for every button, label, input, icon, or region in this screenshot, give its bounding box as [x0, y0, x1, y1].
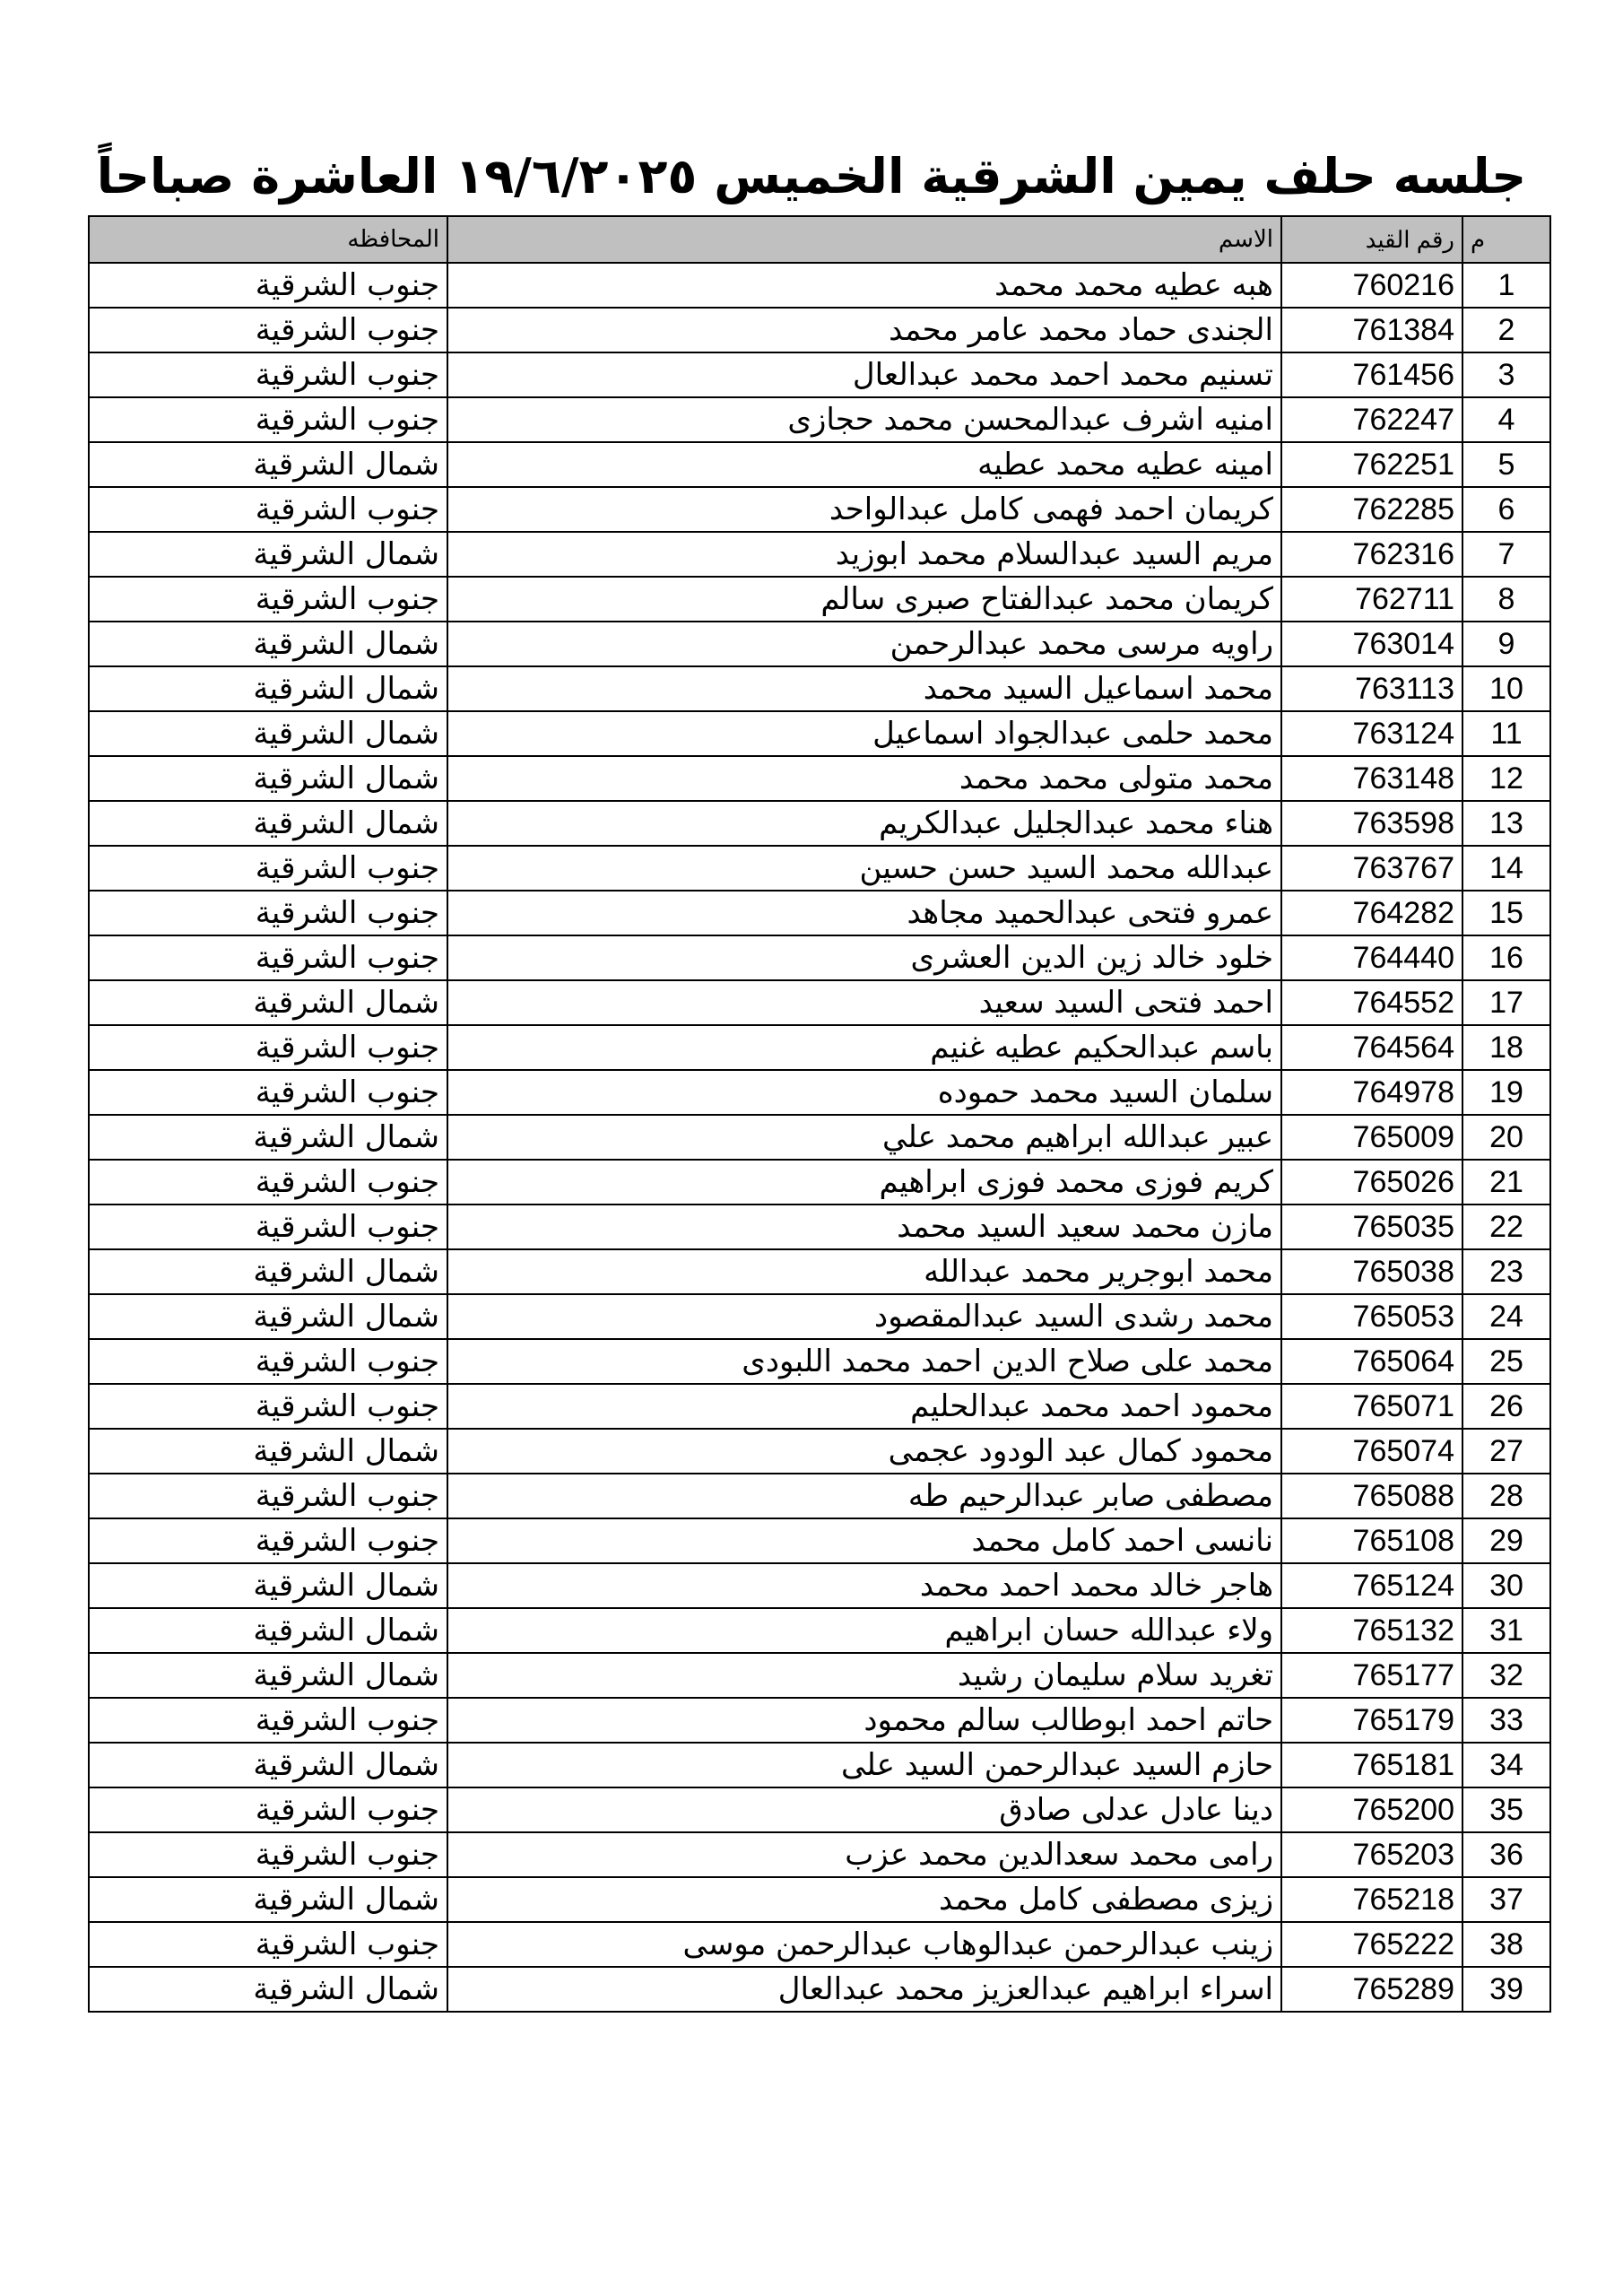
person-name: تسنيم محمد احمد محمد عبدالعال — [447, 352, 1281, 397]
registration-number: 764282 — [1281, 891, 1462, 935]
row-number: 31 — [1462, 1608, 1550, 1653]
table-row — [89, 801, 1550, 846]
row-number: 5 — [1462, 442, 1550, 487]
governorate: جنوب الشرقية — [89, 1025, 447, 1070]
person-name: زينب عبدالرحمن عبدالوهاب عبدالرحمن موسى — [447, 1922, 1281, 1967]
row-number: 20 — [1462, 1115, 1550, 1160]
row-number: 14 — [1462, 846, 1550, 891]
person-name: هاجر خالد محمد احمد محمد — [447, 1563, 1281, 1608]
table-row — [89, 1474, 1550, 1518]
person-name: الجندى حماد محمد عامر محمد — [447, 308, 1281, 352]
table-row — [89, 1205, 1550, 1249]
table-row — [89, 442, 1550, 487]
row-number: 27 — [1462, 1429, 1550, 1474]
registration-number: 763014 — [1281, 622, 1462, 666]
registration-number: 763124 — [1281, 711, 1462, 756]
person-name: عبير عبدالله ابراهيم محمد علي — [447, 1115, 1281, 1160]
registration-number: 762251 — [1281, 442, 1462, 487]
governorate: جنوب الشرقية — [89, 1384, 447, 1429]
governorate: شمال الشرقية — [89, 1608, 447, 1653]
person-name: امينه عطيه محمد عطيه — [447, 442, 1281, 487]
row-number: 39 — [1462, 1967, 1550, 2012]
person-name: كريمان احمد فهمى كامل عبدالواحد — [447, 487, 1281, 532]
person-name: دينا عادل عدلى صادق — [447, 1787, 1281, 1832]
governorate: شمال الشرقية — [89, 980, 447, 1025]
governorate: شمال الشرقية — [89, 1653, 447, 1698]
roster-table — [88, 215, 1551, 2013]
person-name: محمد على صلاح الدين احمد محمد اللبودى — [447, 1339, 1281, 1384]
row-number: 16 — [1462, 935, 1550, 980]
governorate: شمال الشرقية — [89, 622, 447, 666]
row-number: 3 — [1462, 352, 1550, 397]
governorate: شمال الشرقية — [89, 1877, 447, 1922]
registration-number: 763598 — [1281, 801, 1462, 846]
person-name: تغريد سلام سليمان رشيد — [447, 1653, 1281, 1698]
registration-number: 764552 — [1281, 980, 1462, 1025]
page-title: جلسه حلف يمين الشرقية الخميس ١٩/٦/٢٠٢٥ العاشرة صباحاً — [96, 148, 1527, 204]
row-number: 35 — [1462, 1787, 1550, 1832]
table-row — [89, 1967, 1550, 2012]
registration-number: 765053 — [1281, 1294, 1462, 1339]
header-registration: رقم القيد — [1281, 216, 1462, 263]
table-row — [89, 1922, 1550, 1967]
row-number: 26 — [1462, 1384, 1550, 1429]
registration-number: 763148 — [1281, 756, 1462, 801]
registration-number: 763767 — [1281, 846, 1462, 891]
table-row — [89, 577, 1550, 622]
registration-number: 762247 — [1281, 397, 1462, 442]
table-row — [89, 1563, 1550, 1608]
row-number: 30 — [1462, 1563, 1550, 1608]
table-row — [89, 756, 1550, 801]
governorate: جنوب الشرقية — [89, 846, 447, 891]
registration-number: 761456 — [1281, 352, 1462, 397]
governorate: جنوب الشرقية — [89, 577, 447, 622]
governorate: شمال الشرقية — [89, 756, 447, 801]
person-name: عمرو فتحى عبدالحميد مجاهد — [447, 891, 1281, 935]
row-number: 29 — [1462, 1518, 1550, 1563]
row-number: 32 — [1462, 1653, 1550, 1698]
table-row — [89, 263, 1550, 308]
row-number: 11 — [1462, 711, 1550, 756]
header-name: الاسم — [447, 216, 1281, 263]
person-name: محمد حلمى عبدالجواد اسماعيل — [447, 711, 1281, 756]
person-name: محمود احمد محمد عبدالحليم — [447, 1384, 1281, 1429]
table-row — [89, 980, 1550, 1025]
person-name: حاتم احمد ابوطالب سالم محمود — [447, 1698, 1281, 1743]
governorate: شمال الشرقية — [89, 1967, 447, 2012]
registration-number: 762285 — [1281, 487, 1462, 532]
row-number: 23 — [1462, 1249, 1550, 1294]
table-row — [89, 1384, 1550, 1429]
registration-number: 765026 — [1281, 1160, 1462, 1205]
table-header-row — [89, 216, 1550, 263]
registration-number: 765132 — [1281, 1608, 1462, 1653]
row-number: 24 — [1462, 1294, 1550, 1339]
row-number: 7 — [1462, 532, 1550, 577]
row-number: 12 — [1462, 756, 1550, 801]
registration-number: 765035 — [1281, 1205, 1462, 1249]
governorate: جنوب الشرقية — [89, 891, 447, 935]
row-number: 10 — [1462, 666, 1550, 711]
person-name: كريمان محمد عبدالفتاح صبرى سالم — [447, 577, 1281, 622]
table-row — [89, 1832, 1550, 1877]
row-number: 28 — [1462, 1474, 1550, 1518]
governorate: جنوب الشرقية — [89, 1205, 447, 1249]
person-name: محمد رشدى السيد عبدالمقصود — [447, 1294, 1281, 1339]
table-row — [89, 1518, 1550, 1563]
table-row — [89, 1294, 1550, 1339]
person-name: محمود كمال عبد الودود عجمى — [447, 1429, 1281, 1474]
table-row — [89, 1339, 1550, 1384]
person-name: ولاء عبدالله حسان ابراهيم — [447, 1608, 1281, 1653]
table-row — [89, 1698, 1550, 1743]
table-row — [89, 308, 1550, 352]
governorate: جنوب الشرقية — [89, 1518, 447, 1563]
registration-number: 765038 — [1281, 1249, 1462, 1294]
governorate: جنوب الشرقية — [89, 1698, 447, 1743]
governorate: شمال الشرقية — [89, 1249, 447, 1294]
row-number: 1 — [1462, 263, 1550, 308]
table-row — [89, 711, 1550, 756]
row-number: 2 — [1462, 308, 1550, 352]
governorate: شمال الشرقية — [89, 1563, 447, 1608]
governorate: شمال الشرقية — [89, 801, 447, 846]
registration-number: 762316 — [1281, 532, 1462, 577]
registration-number: 762711 — [1281, 577, 1462, 622]
registration-number: 765203 — [1281, 1832, 1462, 1877]
row-number: 6 — [1462, 487, 1550, 532]
registration-number: 765218 — [1281, 1877, 1462, 1922]
governorate: جنوب الشرقية — [89, 1160, 447, 1205]
person-name: راويه مرسى محمد عبدالرحمن — [447, 622, 1281, 666]
row-number: 15 — [1462, 891, 1550, 935]
table-row — [89, 935, 1550, 980]
governorate: شمال الشرقية — [89, 1294, 447, 1339]
row-number: 33 — [1462, 1698, 1550, 1743]
row-number: 21 — [1462, 1160, 1550, 1205]
table-row — [89, 666, 1550, 711]
governorate: جنوب الشرقية — [89, 1922, 447, 1967]
person-name: هناء محمد عبدالجليل عبدالكريم — [447, 801, 1281, 846]
table-row — [89, 1608, 1550, 1653]
table-row — [89, 1787, 1550, 1832]
table-row — [89, 1115, 1550, 1160]
person-name: كريم فوزى محمد فوزى ابراهيم — [447, 1160, 1281, 1205]
table-row — [89, 1653, 1550, 1698]
registration-number: 765200 — [1281, 1787, 1462, 1832]
row-number: 37 — [1462, 1877, 1550, 1922]
row-number: 18 — [1462, 1025, 1550, 1070]
person-name: امنيه اشرف عبدالمحسن محمد حجازى — [447, 397, 1281, 442]
person-name: احمد فتحى السيد سعيد — [447, 980, 1281, 1025]
table-body — [89, 263, 1550, 2012]
person-name: مصطفى صابر عبدالرحيم طه — [447, 1474, 1281, 1518]
person-name: باسم عبدالحكيم عطيه غنيم — [447, 1025, 1281, 1070]
registration-number: 765289 — [1281, 1967, 1462, 2012]
registration-number: 765074 — [1281, 1429, 1462, 1474]
header-num: م — [1462, 216, 1550, 263]
row-number: 36 — [1462, 1832, 1550, 1877]
registration-number: 765071 — [1281, 1384, 1462, 1429]
registration-number: 761384 — [1281, 308, 1462, 352]
governorate: شمال الشرقية — [89, 1115, 447, 1160]
person-name: مازن محمد سعيد السيد محمد — [447, 1205, 1281, 1249]
governorate: شمال الشرقية — [89, 1429, 447, 1474]
registration-number: 765124 — [1281, 1563, 1462, 1608]
row-number: 8 — [1462, 577, 1550, 622]
governorate: جنوب الشرقية — [89, 935, 447, 980]
row-number: 19 — [1462, 1070, 1550, 1115]
registration-number: 765179 — [1281, 1698, 1462, 1743]
registration-number: 765177 — [1281, 1653, 1462, 1698]
table-row — [89, 532, 1550, 577]
row-number: 38 — [1462, 1922, 1550, 1967]
person-name: نانسى احمد كامل محمد — [447, 1518, 1281, 1563]
governorate: جنوب الشرقية — [89, 1070, 447, 1115]
governorate: جنوب الشرقية — [89, 1339, 447, 1384]
table-row — [89, 1877, 1550, 1922]
row-number: 34 — [1462, 1743, 1550, 1787]
person-name: مريم السيد عبدالسلام محمد ابوزيد — [447, 532, 1281, 577]
table-row — [89, 352, 1550, 397]
governorate: جنوب الشرقية — [89, 352, 447, 397]
table-row — [89, 846, 1550, 891]
row-number: 22 — [1462, 1205, 1550, 1249]
registration-number: 765108 — [1281, 1518, 1462, 1563]
person-name: سلمان السيد محمد حموده — [447, 1070, 1281, 1115]
registration-number: 764564 — [1281, 1025, 1462, 1070]
table-row — [89, 487, 1550, 532]
table-row — [89, 1070, 1550, 1115]
row-number: 13 — [1462, 801, 1550, 846]
registration-number: 765064 — [1281, 1339, 1462, 1384]
registration-number: 764440 — [1281, 935, 1462, 980]
governorate: جنوب الشرقية — [89, 1832, 447, 1877]
row-number: 17 — [1462, 980, 1550, 1025]
person-name: محمد اسماعيل السيد محمد — [447, 666, 1281, 711]
governorate: جنوب الشرقية — [89, 263, 447, 308]
person-name: محمد ابوجرير محمد عبدالله — [447, 1249, 1281, 1294]
table-row — [89, 891, 1550, 935]
registration-number: 765222 — [1281, 1922, 1462, 1967]
table-row — [89, 1249, 1550, 1294]
governorate: جنوب الشرقية — [89, 1787, 447, 1832]
governorate: شمال الشرقية — [89, 532, 447, 577]
governorate: شمال الشرقية — [89, 1743, 447, 1787]
person-name: عبدالله محمد السيد حسن حسين — [447, 846, 1281, 891]
row-number: 4 — [1462, 397, 1550, 442]
person-name: هبه عطيه محمد محمد — [447, 263, 1281, 308]
governorate: جنوب الشرقية — [89, 487, 447, 532]
table-row — [89, 397, 1550, 442]
row-number: 25 — [1462, 1339, 1550, 1384]
person-name: زيزى مصطفى كامل محمد — [447, 1877, 1281, 1922]
table-row — [89, 1743, 1550, 1787]
registration-number: 760216 — [1281, 263, 1462, 308]
governorate: جنوب الشرقية — [89, 308, 447, 352]
table-row — [89, 1025, 1550, 1070]
row-number: 9 — [1462, 622, 1550, 666]
governorate: شمال الشرقية — [89, 442, 447, 487]
table-row — [89, 622, 1550, 666]
registration-number: 764978 — [1281, 1070, 1462, 1115]
registration-number: 765181 — [1281, 1743, 1462, 1787]
governorate: شمال الشرقية — [89, 666, 447, 711]
registration-number: 765088 — [1281, 1474, 1462, 1518]
person-name: حازم السيد عبدالرحمن السيد على — [447, 1743, 1281, 1787]
registration-number: 765009 — [1281, 1115, 1462, 1160]
person-name: خلود خالد زين الدين العشرى — [447, 935, 1281, 980]
person-name: اسراء ابراهيم عبدالعزيز محمد عبدالعال — [447, 1967, 1281, 2012]
governorate: جنوب الشرقية — [89, 397, 447, 442]
registration-number: 763113 — [1281, 666, 1462, 711]
table-row — [89, 1429, 1550, 1474]
header-governorate: المحافظه — [89, 216, 447, 263]
governorate: شمال الشرقية — [89, 711, 447, 756]
person-name: محمد متولى محمد محمد — [447, 756, 1281, 801]
person-name: رامى محمد سعدالدين محمد عزب — [447, 1832, 1281, 1877]
governorate: جنوب الشرقية — [89, 1474, 447, 1518]
table-row — [89, 1160, 1550, 1205]
